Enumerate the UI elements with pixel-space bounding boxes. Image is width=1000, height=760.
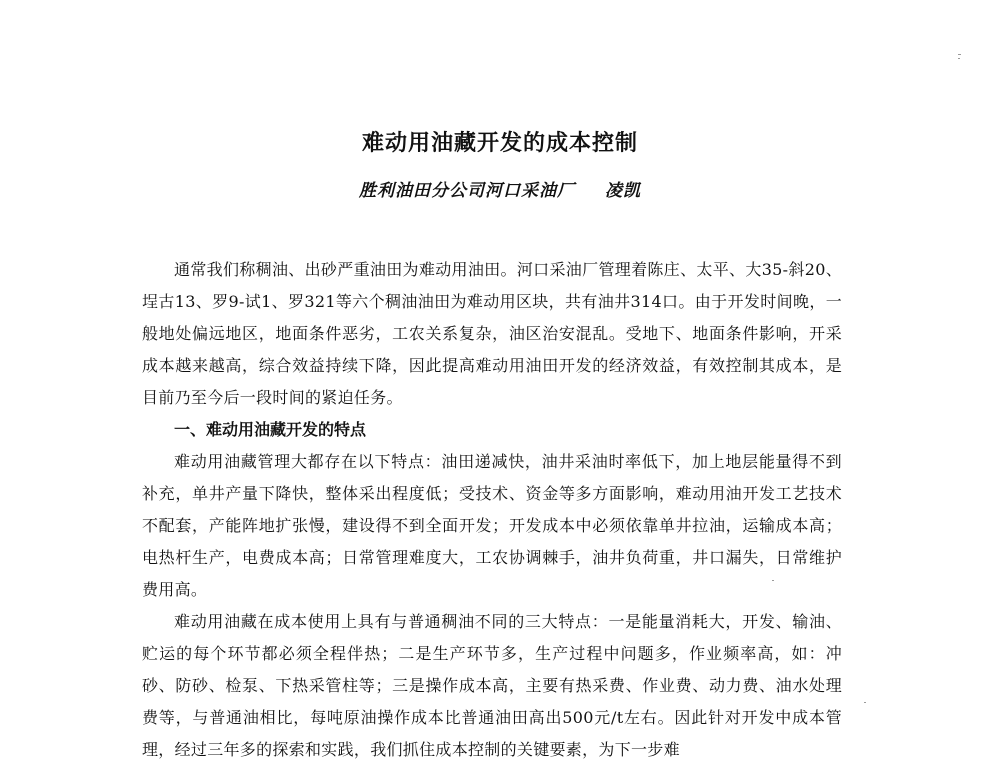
paper-title: 难动用油藏开发的成本控制 [361,131,638,156]
scan-speck [772,580,774,581]
paragraph-intro: 通常我们称稠油、出砂严重油田为难动用油田。河口采油厂管理着陈庄、太平、大35-斜20、埕古13、罗9-试1、罗321等六个稠油油田为难动用区块，共有油井314口。由于开发时间晚，一般地处偏远地区，地面条件恶劣，工农关系复杂，油区治安混乱。受地下、地面条件影响，开采成本越来越高，综合效益持续下降，因此提高难动用油田开发的经济效益，有效控制其成本，是目前乃至今后一段时间的紧迫任务。 [142,260,842,407]
byline [0,176,1000,201]
author-organization: 胜利油田分公司河口采油厂 [359,181,575,201]
scan-speck [864,702,866,703]
section-heading-1: 一、难动用油藏开发的特点 [174,420,367,439]
author-name: 凌凯 [605,181,641,201]
article-body [142,254,842,760]
paragraph-cost-features: 难动用油藏在成本使用上具有与普通稠油不同的三大特点：一是能量消耗大，开发、输油、贮运的每个环节都必须全程伴热；二是生产环节多，生产过程中问题多，作业频率高，如：冲砂、防砂、检泵、下热采管柱等；三是操作成本高，主要有热采费、作业费、动力费、油水处理费等，与普通油相比，每吨原油操作成本比普通油田高出500元/t左右。因此针对开发中成本管理，经过三年多的探索和实践，我们抓住成本控制的关键要素，为下一步难 [142,612,842,759]
scan-speck [958,58,960,59]
paragraph-characteristics: 难动用油藏管理大都存在以下特点：油田递减快，油井采油时率低下，加上地层能量得不到补充，单井产量下降快，整体采出程度低；受技术、资金等多方面影响，难动用油开发工艺技术不配套，产能阵地扩张慢，建设得不到全面开发；开发成本中必须依靠单井拉油，运输成本高；电热杆生产，电费成本高；日常管理难度大，工农协调棘手，油井负荷重，井口漏失，日常维护费用高。 [142,452,842,599]
scan-speck [958,54,961,55]
